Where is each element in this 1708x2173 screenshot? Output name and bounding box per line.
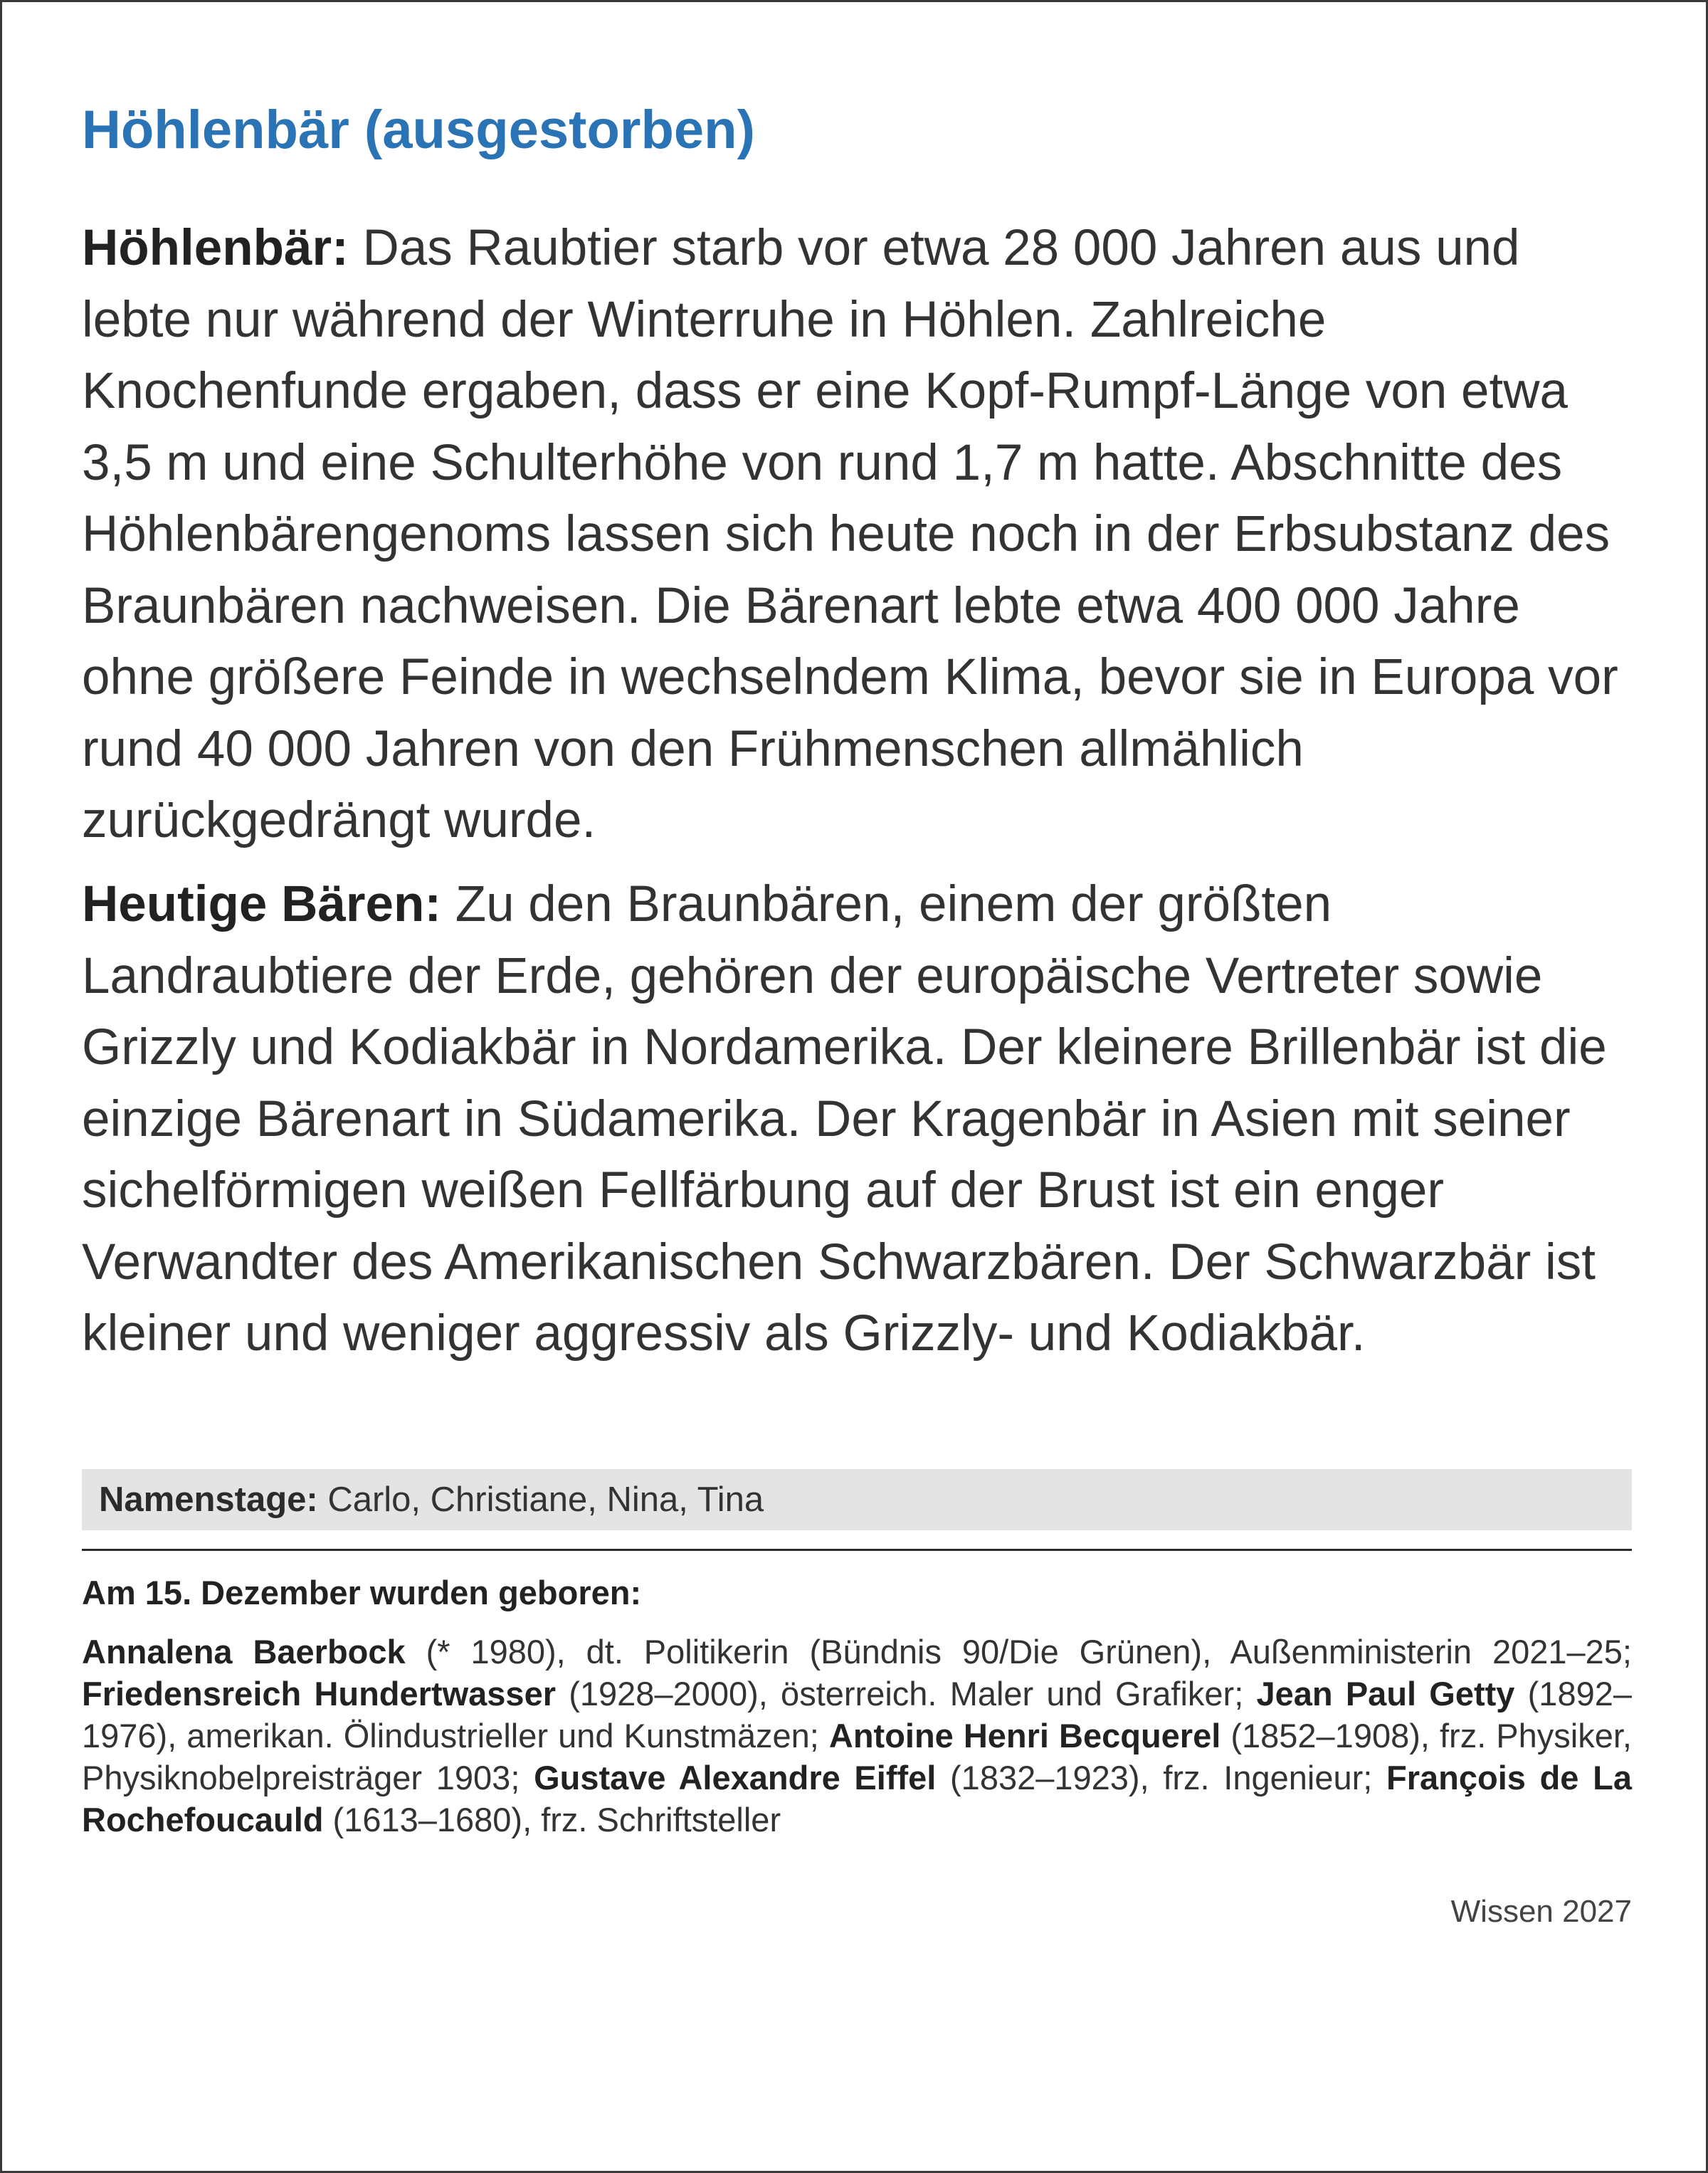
paragraph-lead: Höhlenbär: xyxy=(82,220,349,276)
born-name: Gustave Alexandre Eiffel xyxy=(534,1759,937,1796)
paragraph-text: Das Raubtier starb vor etwa 28 000 Jahren aus und lebte nur während der Winterruhe in Höhlen. Zahlreiche Knochenfunde ergaben, dass er eine Kopf-Rumpf-Länge von etwa 3,5 m und eine Schulterhöhe von rund 1,7 m hatte. Abschnitte des Höhlenbärengenoms lassen sich heute noch in der Erbsubstanz des Braunbären nachweisen. Die Bärenart lebte etwa 400 000 Jahre ohne größere Feinde in wechselndem Klima, bevor sie in Europa vor rund 40 000 Jahren von den Frühmenschen allmählich zurückgedrängt wurde. xyxy=(82,220,1618,848)
born-heading: Am 15. Dezember wurden geboren: xyxy=(82,1574,642,1611)
born-name: Friedensreich Hundertwasser xyxy=(82,1675,557,1712)
born-description: (1613–1680), frz. Schriftsteller xyxy=(323,1801,781,1838)
born-description: (* 1980), dt. Politikerin (Bündnis 90/Die Grünen), Außenministerin 2021–25; xyxy=(405,1633,1632,1670)
paragraph-heutige-baeren xyxy=(82,869,1632,1370)
section-divider xyxy=(82,1549,1632,1551)
born-list xyxy=(82,1631,1632,1841)
born-name: Annalena Baerbock xyxy=(82,1633,406,1670)
paragraph-lead: Heutige Bären: xyxy=(82,876,441,932)
born-description: (1928–2000), österreich. Maler und Grafiker; xyxy=(556,1675,1257,1712)
namenstage-label: Namenstage: xyxy=(99,1480,318,1519)
born-description: (1852–1908), frz. Physiker, Physiknobelpreisträger 1903; xyxy=(82,1717,1632,1796)
born-name: Antoine Henri Becquerel xyxy=(828,1717,1221,1754)
paragraph-hoehlenbaer xyxy=(82,213,1632,857)
page-title: Höhlenbär (ausgestorben) xyxy=(82,100,755,160)
born-name: François de La Rochefoucauld xyxy=(82,1759,1632,1838)
born-description: (1892–1976), amerikan. Ölindustrieller und Kunstmäzen; xyxy=(82,1675,1632,1754)
namenstage-box xyxy=(82,1469,1632,1530)
footer-label: Wissen 2027 xyxy=(1450,1894,1632,1929)
paragraph-text: Zu den Braunbären, einem der größten Landraubtiere der Erde, gehören der europäische Vertreter sowie Grizzly und Kodiakbär in Nordamerika. Der kleinere Brillenbär ist die einzige Bärenart in Südamerika. Der Kragenbär in Asien mit seiner sichelförmigen weißen Fellfärbung auf der Brust ist ein enger Verwandter des Amerikanischen Schwarzbären. Der Schwarzbär ist kleiner und weniger aggressiv als Grizzly- und Kodiakbär. xyxy=(82,876,1607,1362)
namenstage-names: Carlo, Christiane, Nina, Tina xyxy=(317,1480,764,1519)
born-description: (1832–1923), frz. Ingenieur; xyxy=(936,1759,1387,1796)
born-name: Jean Paul Getty xyxy=(1256,1675,1515,1712)
